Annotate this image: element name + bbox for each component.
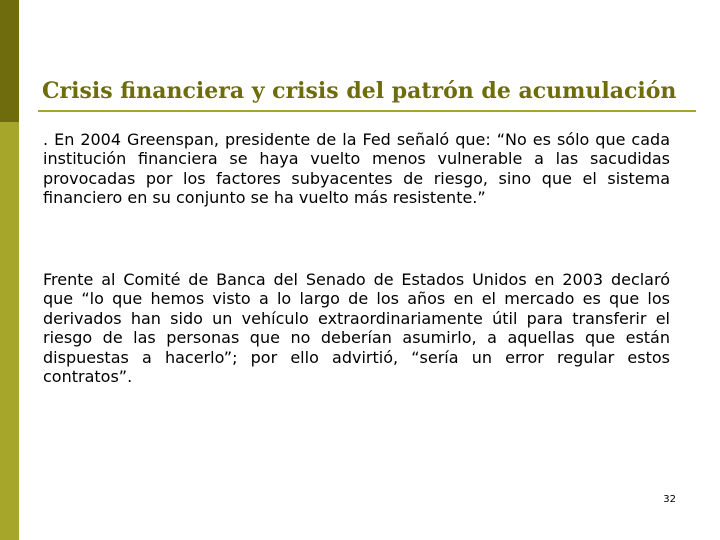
page-number: 32 [663,494,676,505]
slide-title: Crisis financiera y crisis del patrón de acumulación [42,78,677,104]
left-accent-bar-light [0,122,19,540]
left-accent-bar-dark [0,0,19,122]
body-paragraph-senate-2003: Frente al Comité de Banca del Senado de Estados Unidos en 2003 declaró que “lo que hemos visto a lo largo de los años en el mercado es que los derivados han sido un vehículo extraordinariamente útil para transferir el riesgo de las personas que no deberían asumirlo, a aquellas que están dispuestas a hacerlo”; por ello advirtió, “sería un error regular estos contratos”. [43,270,670,387]
title-divider [38,110,696,112]
body-paragraph-greenspan-2004: . En 2004 Greenspan, presidente de la Fed señaló que: “No es sólo que cada institución financiera se haya vuelto menos vulnerable a las sacudidas provocadas por los factores subyacentes de riesgo, sino que el sistema financiero en su conjunto se ha vuelto más resistente.” [43,130,670,208]
